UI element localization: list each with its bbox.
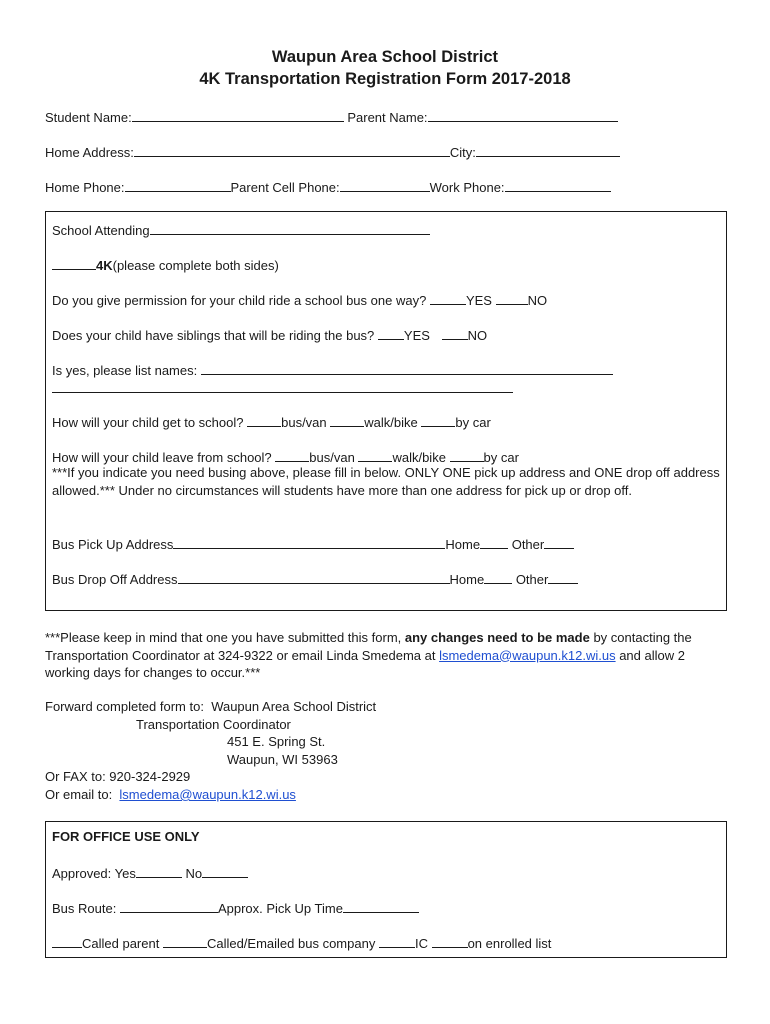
siblings-question: Does your child have siblings that will be riding the bus? (52, 328, 375, 343)
leave-by-car-label: by car (483, 450, 519, 465)
parent-cell-label: Parent Cell Phone: (230, 180, 340, 195)
pickup-other-label: Other (511, 537, 545, 552)
approved-row (52, 864, 248, 881)
notice-bold: any changes need to be made (404, 630, 590, 645)
parent-name-field[interactable] (428, 108, 618, 122)
home-address-field[interactable] (134, 143, 450, 157)
home-phone-field[interactable] (125, 178, 231, 192)
forward-label: Forward completed form to: (45, 699, 204, 714)
school-attending-label: School Attending (52, 223, 150, 238)
office-use-title: FOR OFFICE USE ONLY (52, 829, 200, 844)
student-name-field[interactable] (132, 108, 344, 122)
email-row (45, 787, 296, 802)
leave-by-car-blank[interactable] (450, 448, 484, 462)
pickup-home-label: Home (445, 537, 481, 552)
pickup-address-field[interactable] (173, 535, 445, 549)
approved-no-blank[interactable] (202, 864, 248, 878)
list-names-row (52, 361, 613, 378)
permission-yes-label: YES (465, 293, 492, 308)
permission-no-label: NO (527, 293, 548, 308)
school-attending-row (52, 221, 430, 238)
leave-bus-van-blank[interactable] (275, 448, 309, 462)
leave-bus-van-label: bus/van (309, 450, 355, 465)
form-title: 4K Transportation Registration Form 2017-2018 (199, 70, 571, 88)
siblings-yes-label: YES (403, 328, 430, 343)
get-bus-van-blank[interactable] (247, 413, 281, 427)
notice-email-link[interactable]: lsmedema@waupun.k12.wi.us (439, 647, 616, 663)
4k-note: (please complete both sides) (112, 258, 279, 273)
siblings-yes-blank[interactable] (378, 326, 404, 340)
city-field[interactable] (476, 143, 620, 157)
siblings-row (52, 326, 487, 343)
pickup-row (52, 535, 574, 552)
bus-route-label: Bus Route: (52, 901, 117, 916)
dropoff-home-blank[interactable] (484, 570, 512, 584)
permission-no-blank[interactable] (496, 291, 528, 305)
dropoff-address-field[interactable] (178, 570, 450, 584)
forward-row (45, 699, 376, 714)
called-bus-label: Called/Emailed bus company (206, 936, 376, 951)
leave-walk-bike-blank[interactable] (358, 448, 392, 462)
get-bus-van-label: bus/van (281, 415, 327, 430)
pickup-home-blank[interactable] (480, 535, 508, 549)
dropoff-home-label: Home (449, 572, 485, 587)
district-title: Waupun Area School District (271, 48, 499, 66)
forward-line4: Waupun, WI 53963 (227, 752, 338, 767)
list-names-row-2 (52, 379, 513, 396)
siblings-no-blank[interactable] (442, 326, 468, 340)
list-names-field-2[interactable] (52, 379, 513, 393)
approved-yes-blank[interactable] (136, 864, 182, 878)
enrolled-blank[interactable] (432, 934, 468, 948)
permission-question: Do you give permission for your child ride a school bus one way? (52, 293, 427, 308)
pickup-time-field[interactable] (343, 899, 419, 913)
leave-school-row (52, 448, 519, 465)
called-parent-blank[interactable] (52, 934, 82, 948)
called-parent-label: Called parent (82, 936, 160, 951)
pickup-other-blank[interactable] (544, 535, 574, 549)
address-row (45, 143, 620, 160)
get-by-car-label: by car (455, 415, 491, 430)
changes-notice (45, 629, 725, 682)
approved-no-label: No (185, 866, 203, 881)
get-to-school-question: How will your child get to school? (52, 415, 244, 430)
4k-label: 4K (96, 258, 113, 273)
school-attending-field[interactable] (150, 221, 430, 235)
work-phone-field[interactable] (505, 178, 611, 192)
get-to-school-row (52, 413, 491, 430)
student-parent-row (45, 108, 618, 125)
pickup-time-label: Approx. Pick Up Time (217, 901, 343, 916)
city-label: City: (449, 145, 476, 160)
forward-line1: Waupun Area School District (211, 699, 377, 714)
enrolled-label: on enrolled list (467, 936, 552, 951)
phone-row (45, 178, 611, 195)
4k-row (52, 256, 279, 273)
parent-name-label: Parent Name: (347, 110, 428, 125)
get-walk-bike-label: walk/bike (364, 415, 418, 430)
ic-blank[interactable] (379, 934, 415, 948)
forward-email-link[interactable]: lsmedema@waupun.k12.wi.us (119, 787, 296, 802)
get-walk-bike-blank[interactable] (330, 413, 364, 427)
home-address-label: Home Address: (45, 145, 134, 160)
notice-text-1: ***Please keep in mind that one you have submitted this form, (45, 630, 405, 645)
siblings-no-label: NO (467, 328, 488, 343)
office-checks-row (52, 934, 551, 951)
approved-yes-label: Approved: Yes (52, 866, 136, 881)
forward-line3: 451 E. Spring St. (227, 734, 326, 749)
permission-yes-blank[interactable] (430, 291, 466, 305)
busing-note: ***If you indicate you need busing above, please fill in below. ONLY ONE pick up address and ONE drop off address allowed.*** Under no circumstances will students have more than one address for pick up or drop off. (52, 465, 720, 498)
dropoff-other-label: Other (515, 572, 549, 587)
dropoff-address-label: Bus Drop Off Address (52, 572, 178, 587)
called-bus-blank[interactable] (163, 934, 207, 948)
ic-label: IC (414, 936, 428, 951)
bus-route-field[interactable] (120, 899, 218, 913)
notice-text-3: and allow 2 working days for changes to occur.*** (45, 647, 685, 680)
work-phone-label: Work Phone: (429, 180, 505, 195)
dropoff-row (52, 570, 578, 587)
notice-text-2: by contacting the Transportation Coordinator at 324-9322 or email Linda Smedema at (45, 630, 692, 663)
email-label: Or email to: (45, 787, 113, 802)
get-by-car-blank[interactable] (421, 413, 455, 427)
permission-row (52, 291, 547, 308)
bus-route-row (52, 899, 419, 916)
leave-school-question: How will your child leave from school? (52, 450, 272, 465)
home-phone-label: Home Phone: (45, 180, 125, 195)
pickup-address-label: Bus Pick Up Address (52, 537, 174, 552)
dropoff-other-blank[interactable] (548, 570, 578, 584)
fax-line: Or FAX to: 920-324-2929 (45, 769, 191, 784)
list-names-label: Is yes, please list names: (52, 363, 198, 378)
4k-checkbox[interactable] (52, 256, 96, 270)
parent-cell-field[interactable] (340, 178, 430, 192)
student-name-label: Student Name: (45, 110, 132, 125)
list-names-field-1[interactable] (201, 361, 613, 375)
forward-line2: Transportation Coordinator (136, 717, 291, 732)
leave-walk-bike-label: walk/bike (392, 450, 446, 465)
